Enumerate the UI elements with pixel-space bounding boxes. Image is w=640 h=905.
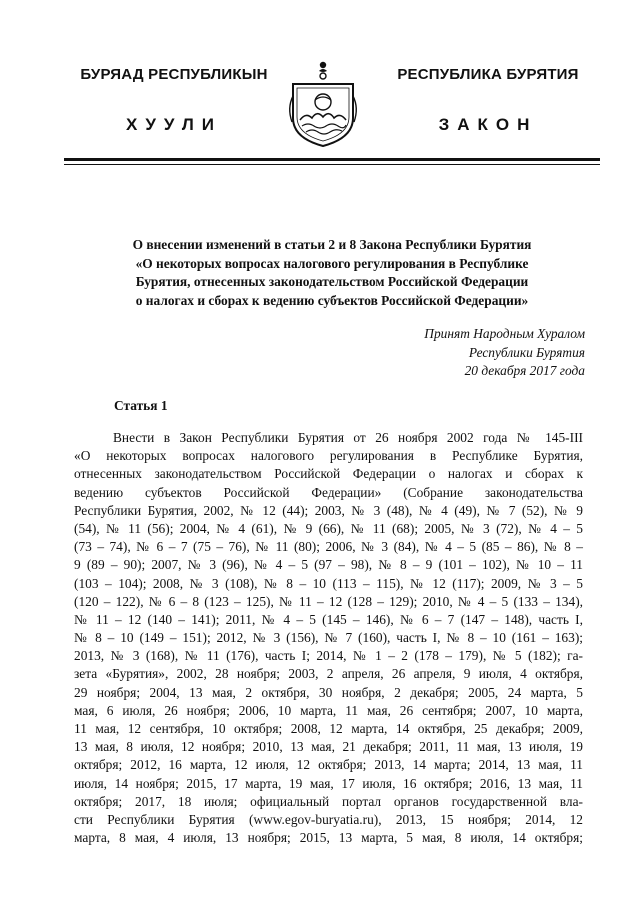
body-line: «О некоторых вопросах налогового регулирования в Республике Бурятия,: [74, 448, 583, 464]
body-line: 13 мая, 8 июля, 12 ноября; 2010, 13 мая, 21 декабря; 2011, 11 мая, 13 июля, 19: [74, 739, 583, 755]
body-line: (120 – 122), № 6 – 8 (123 – 125), № 11 – 12 (128 – 129); 2010, № 4 – 5 (133 – 134),: [74, 593, 583, 609]
law-title-russian: ЗАКОН: [438, 115, 538, 134]
title-line: «О некоторых вопросах налогового регулирования в Республике: [135, 255, 529, 271]
header-left: [62, 66, 286, 135]
body-line: 29 ноября; 2004, 13 мая, 2 октября, 30 ноября, 2 декабря; 2005, 24 марта, 5: [74, 684, 583, 700]
body-line: 11 мая, 12 сентября, 10 октября; 2008, 12 марта, 14 октября, 25 декабря; 2009,: [74, 721, 583, 736]
body-line: 2013, № 3 (168), № 11 (176), часть I; 2014, № 1 – 2 (178 – 179), № 5 (182); га-: [74, 648, 583, 664]
body-line: мая, 6 июля, 26 ноября; 2006, 10 марта, 11 мая, 26 сентября; 2007, 10 марта,: [74, 702, 583, 718]
header-right: [376, 66, 600, 135]
body-line: сти Республики Бурятия (www.egov-buryatia.ru), 2013, 15 ноября; 2014, 12: [74, 811, 583, 827]
adoption-line: Принят Народным Хуралом: [424, 326, 585, 341]
body-line: зета «Бурятия», 2002, 28 ноября; 2003, 2 апреля, 26 апреля, 9 июля, 4 октября,: [74, 666, 583, 682]
body-line: 9 (89 – 90); 2007, № 3 (96), № 4 – 5 (97 – 98), № 8 – 9 (101 – 102), № 10 – 11: [74, 557, 583, 573]
body-line: (103 – 104); 2008, № 3 (108), № 8 – 10 (113 – 115), № 12 (117); 2009, № 3 – 5: [74, 575, 583, 591]
adoption-note: [424, 325, 585, 381]
title-line: о налогах и сборах к ведению субъектов Российской Федерации»: [135, 292, 529, 308]
adoption-line: Республики Бурятия: [468, 344, 585, 360]
body-line: июля, 14 ноября; 2015, 17 марта, 19 мая, 17 июля, 16 октября; 2016, 13 мая, 11: [74, 775, 583, 791]
body-line: № 8 – 10 (149 – 151); 2012, № 3 (156), № 7 (160), часть I, № 8 – 10 (161 – 163);: [74, 630, 583, 646]
body-line: (54), № 11 (56); 2004, № 4 (61), № 9 (66), № 11 (68); 2005, № 3 (72), № 4 – 5: [74, 520, 583, 536]
body-line: марта, 8 мая, 4 июля, 13 ноября; 2015, 13 марта, 5 мая, 8 июля, 14 октября;: [74, 830, 583, 846]
title-line: Бурятия, отнесенных законодательством Российской Федерации: [135, 274, 529, 290]
adoption-date: 20 декабря 2017 года: [464, 363, 585, 379]
article-body: [74, 429, 583, 847]
law-title-buryat: ХУУЛИ: [126, 115, 222, 134]
body-line: отнесенных законодательством Российской Федерации о налогах и сборах к: [74, 466, 583, 482]
body-line: Внести в Закон Республики Бурятия от 26 ноября 2002 года № 145-III: [113, 430, 583, 445]
republic-name-russian: РЕСПУБЛИКА БУРЯТИЯ: [397, 66, 579, 83]
body-line: октября; 2012, 16 марта, 12 июля, 12 октября; 2013, 14 марта; 2014, 13 мая, 11: [74, 757, 583, 773]
header-divider-thin: [64, 164, 600, 165]
republic-name-buryat: БУРЯАД РЕСПУБЛИКЫН: [80, 66, 268, 83]
header-divider-thick: [64, 158, 600, 161]
title-line: О внесении изменений в статьи 2 и 8 Закона Республики Бурятия: [132, 237, 532, 252]
body-line: октября; 2017, 18 июля; официальный портал органов государственной вла-: [74, 793, 583, 809]
body-line: Республики Бурятия, 2002, № 12 (44); 2003, № 3 (48), № 4 (49), № 7 (52), № 9: [74, 502, 583, 518]
body-line: (73 – 74), № 6 – 7 (75 – 76), № 11 (80); 2006, № 3 (84), № 4 – 5 (85 – 86), № 8 –: [74, 539, 583, 555]
body-line: № 11 – 12 (140 – 141); 2011, № 4 – 5 (145 – 146), № 6 – 7 (147 – 148), часть I,: [74, 611, 583, 627]
article-heading: Статья 1: [114, 398, 168, 413]
body-line: ведению субъектов Российской Федерации» (Собрание законодательства: [74, 484, 583, 500]
document-title: [80, 236, 584, 310]
coat-of-arms-emblem: [286, 56, 360, 150]
